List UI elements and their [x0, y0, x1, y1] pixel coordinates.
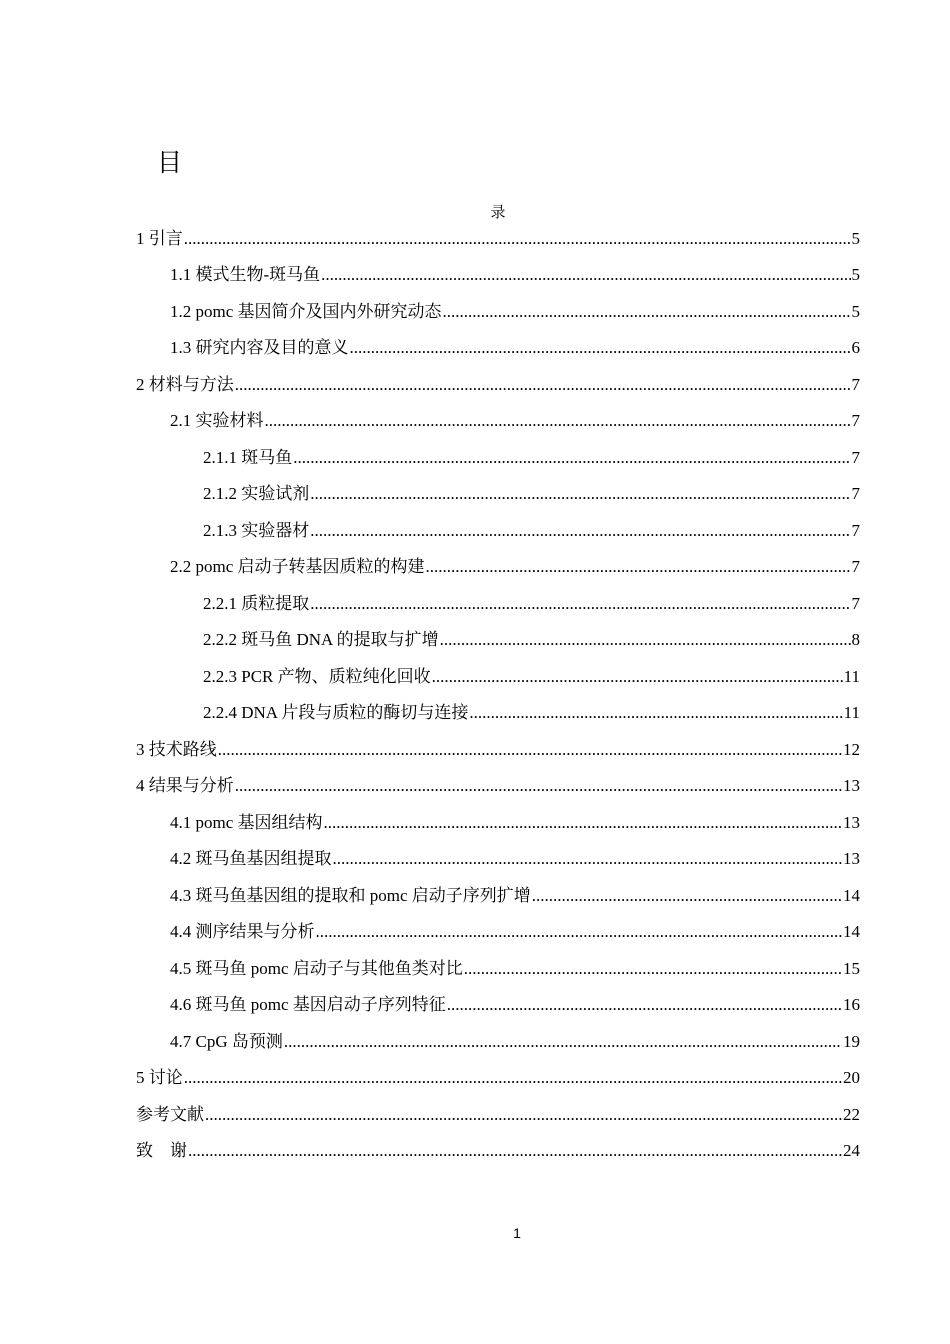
- dot-leader: [235, 370, 851, 400]
- toc-entry[interactable]: [136, 735, 860, 765]
- dot-leader: [184, 224, 851, 254]
- toc-entry-page: 16: [843, 995, 860, 1014]
- toc-entry-label: 2.2.2 斑马鱼 DNA 的提取与扩增: [203, 630, 439, 649]
- toc-entry-page: 14: [843, 922, 860, 941]
- toc-entry-page: 19: [843, 1032, 860, 1051]
- dot-leader: [235, 771, 842, 801]
- toc-entry-label: 2.2.4 DNA 片段与质粒的酶切与连接: [203, 703, 469, 722]
- dot-leader: [443, 297, 851, 327]
- toc-entry-page: 12: [843, 740, 860, 759]
- toc-entry-page: 7: [851, 557, 860, 576]
- toc-entry-label: 4 结果与分析: [136, 776, 234, 795]
- toc-entry[interactable]: [170, 260, 860, 290]
- toc-entry[interactable]: [203, 662, 860, 692]
- dot-leader: [447, 990, 842, 1020]
- toc-entry[interactable]: [170, 844, 860, 874]
- toc-entry-label: 5 讨论: [136, 1068, 183, 1087]
- toc-entry-label: 4.3 斑马鱼基因组的提取和 pomc 启动子序列扩增: [170, 886, 531, 905]
- toc-entry-page: 5: [851, 265, 860, 284]
- toc-entry-label: 4.5 斑马鱼 pomc 启动子与其他鱼类对比: [170, 959, 463, 978]
- toc-entry[interactable]: [170, 954, 860, 984]
- toc-entry-label: 4.6 斑马鱼 pomc 基因启动子序列特征: [170, 995, 446, 1014]
- toc-entry[interactable]: [136, 1063, 860, 1093]
- toc-entry-label: 1 引言: [136, 229, 183, 248]
- toc-entry-label: 2.1.2 实验试剂: [203, 484, 310, 503]
- toc-entry[interactable]: [203, 443, 860, 473]
- toc-entry-label: 2.1.1 斑马鱼: [203, 448, 293, 467]
- dot-leader: [532, 881, 842, 911]
- toc-title-first-char: 目: [157, 148, 183, 177]
- toc-entry-page: 7: [851, 594, 860, 613]
- toc-entry[interactable]: [203, 698, 860, 728]
- toc-entry-page: 13: [843, 813, 860, 832]
- dot-leader: [426, 552, 851, 582]
- toc-entry-page: 7: [851, 521, 860, 540]
- toc-entry-label: 2.2 pomc 启动子转基因质粒的构建: [170, 557, 425, 576]
- dot-leader: [218, 735, 842, 765]
- toc-entry-label: 4.2 斑马鱼基因组提取: [170, 849, 332, 868]
- toc-entry[interactable]: [136, 771, 860, 801]
- dot-leader: [333, 844, 843, 874]
- toc-entry[interactable]: [203, 516, 860, 546]
- toc-entry[interactable]: [170, 552, 860, 582]
- toc-entry-page: 7: [851, 484, 860, 503]
- toc-entry[interactable]: [170, 917, 860, 947]
- toc-entry-label: 4.1 pomc 基因组结构: [170, 813, 323, 832]
- toc-entry-label: 2 材料与方法: [136, 375, 234, 394]
- toc-entry-page: 7: [851, 375, 860, 394]
- toc-entry-label: 致 谢: [136, 1141, 187, 1160]
- dot-leader: [310, 589, 850, 619]
- dot-leader: [350, 333, 851, 363]
- toc-entry-page: 15: [843, 959, 860, 978]
- toc-entry-page: 13: [843, 776, 860, 795]
- toc-entry-page: 11: [843, 667, 860, 686]
- toc-entry-label: 2.2.3 PCR 产物、质粒纯化回收: [203, 667, 431, 686]
- dot-leader: [316, 917, 843, 947]
- toc-entry-page: 20: [843, 1068, 860, 1087]
- toc-entry-label: 1.2 pomc 基因简介及国内外研究动态: [170, 302, 442, 321]
- toc-entry[interactable]: [203, 589, 860, 619]
- toc-entry[interactable]: [170, 808, 860, 838]
- toc-entry[interactable]: [170, 990, 860, 1020]
- toc-entry-page: 5: [851, 229, 860, 248]
- toc-entry[interactable]: [136, 224, 860, 254]
- toc-entry-label: 1.1 模式生物-斑马鱼: [170, 265, 321, 284]
- toc-entry-page: 6: [851, 338, 860, 357]
- toc-entry[interactable]: [136, 370, 860, 400]
- dot-leader: [284, 1027, 842, 1057]
- toc-entry-label: 3 技术路线: [136, 740, 217, 759]
- toc-entry-label: 2.2.1 质粒提取: [203, 594, 310, 613]
- toc-title-second-char: 录: [490, 205, 506, 221]
- toc-entry-page: 7: [851, 448, 860, 467]
- page-number: 1: [513, 1225, 521, 1241]
- toc-entry-page: 24: [843, 1141, 860, 1160]
- dot-leader: [440, 625, 851, 655]
- toc-entry[interactable]: [170, 297, 860, 327]
- dot-leader: [205, 1100, 842, 1130]
- toc-entry[interactable]: [170, 1027, 860, 1057]
- toc-entry[interactable]: [170, 333, 860, 363]
- dot-leader: [324, 808, 842, 838]
- dot-leader: [265, 406, 851, 436]
- toc-entry-label: 4.4 测序结果与分析: [170, 922, 315, 941]
- toc-entry[interactable]: [170, 881, 860, 911]
- toc-entry-page: 5: [851, 302, 860, 321]
- toc-entry-label: 2.1 实验材料: [170, 411, 264, 430]
- toc-entry[interactable]: [170, 406, 860, 436]
- toc-entry-page: 11: [843, 703, 860, 722]
- toc-entry[interactable]: [136, 1100, 860, 1130]
- dot-leader: [432, 662, 843, 692]
- toc-entry[interactable]: [203, 625, 860, 655]
- dot-leader: [310, 479, 850, 509]
- dot-leader: [184, 1063, 842, 1093]
- toc-entry-label: 2.1.3 实验器材: [203, 521, 310, 540]
- toc-entry-page: 22: [843, 1105, 860, 1124]
- toc-entry-page: 7: [851, 411, 860, 430]
- dot-leader: [464, 954, 842, 984]
- toc-entry-page: 8: [851, 630, 860, 649]
- toc-entry-page: 13: [843, 849, 860, 868]
- dot-leader: [469, 698, 842, 728]
- toc-entry-label: 1.3 研究内容及目的意义: [170, 338, 349, 357]
- dot-leader: [321, 260, 850, 290]
- toc-entry-label: 参考文献: [136, 1105, 204, 1124]
- toc-entry[interactable]: [203, 479, 860, 509]
- dot-leader: [310, 516, 850, 546]
- toc-entry[interactable]: [136, 1136, 860, 1166]
- toc-entry-page: 14: [843, 886, 860, 905]
- toc-entry-label: 4.7 CpG 岛预测: [170, 1032, 283, 1051]
- dot-leader: [293, 443, 850, 473]
- dot-leader: [188, 1136, 842, 1166]
